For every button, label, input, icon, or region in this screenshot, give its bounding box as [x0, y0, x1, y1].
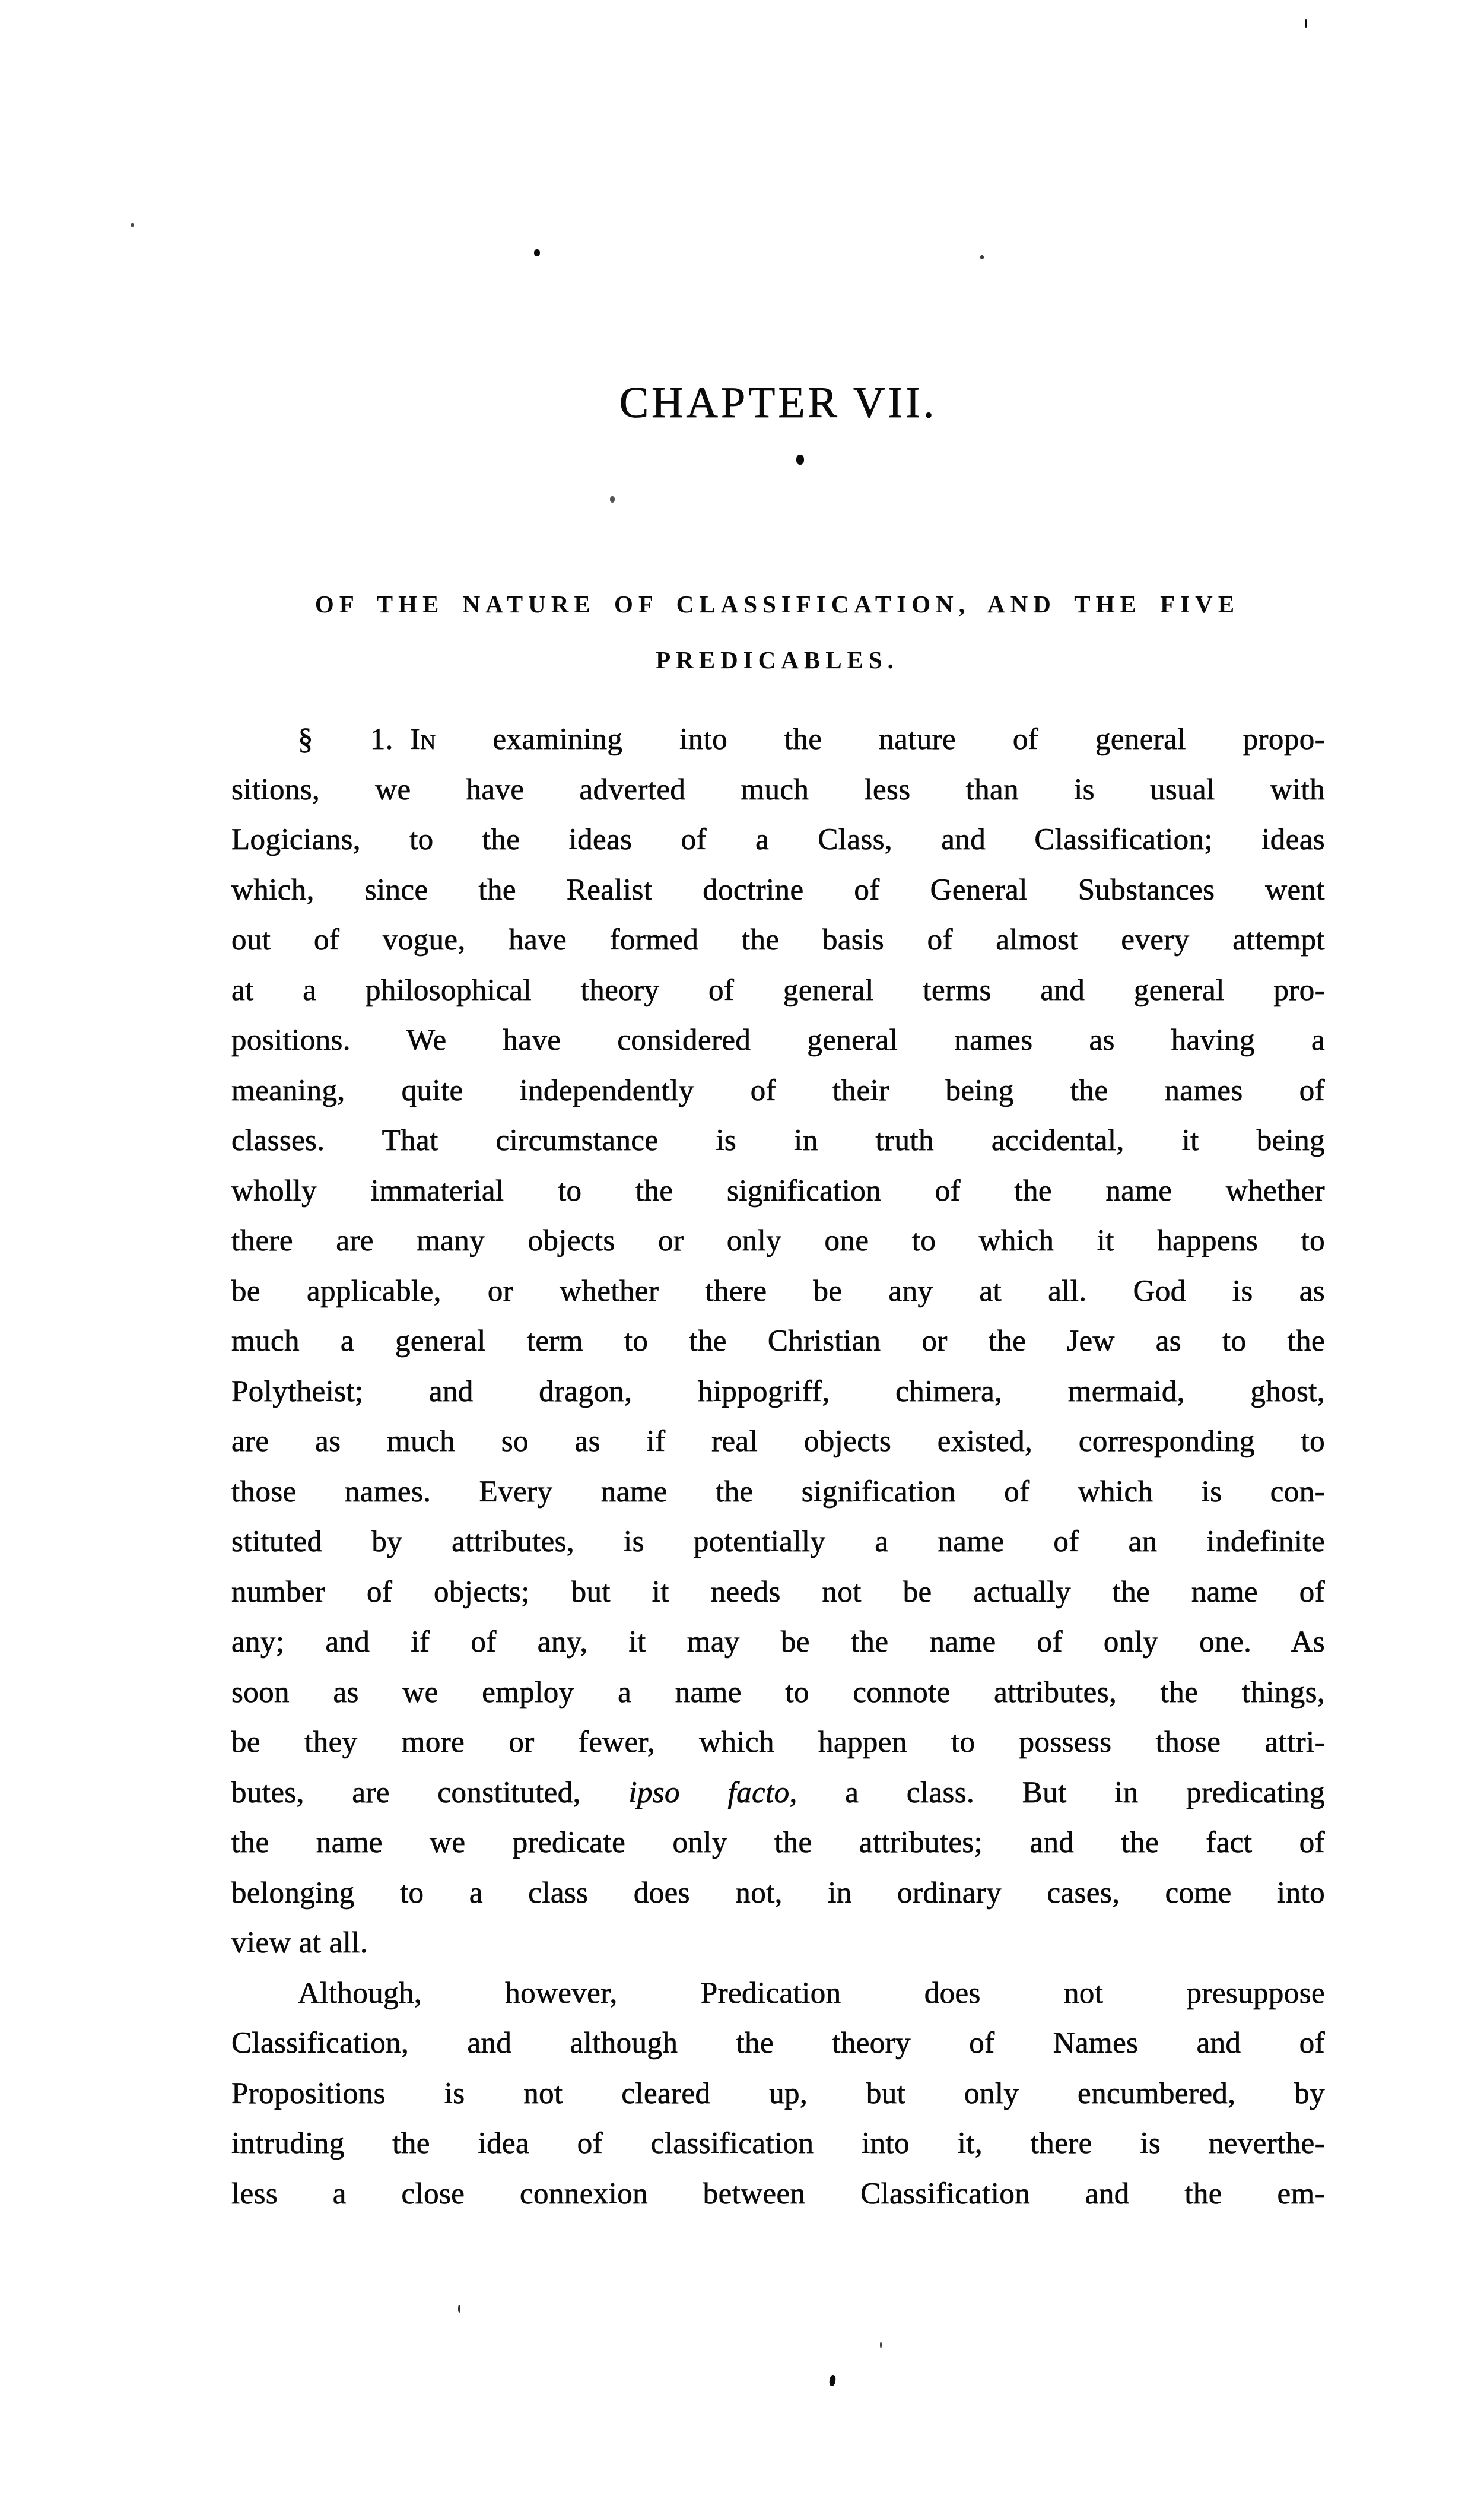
text-line: be applicable, or whether there be any at all. God is as — [231, 1274, 1325, 1308]
text-line — [231, 1768, 1325, 1818]
scan-speck — [534, 249, 540, 256]
text-line: the name we predicate only the attributes; and the fact of — [231, 1826, 1325, 1859]
text-line: view at all. — [231, 1926, 368, 1960]
text-line: positions. We have considered general names as having a — [231, 1024, 1325, 1057]
scan-speck — [1305, 19, 1307, 28]
text-line: Although, however, Predication does not presuppose — [298, 1976, 1325, 2010]
text-line: intruding the idea of classification into it, there is neverthe- — [231, 2127, 1325, 2160]
chapter-subtitle-line2: PREDICABLES. — [656, 646, 899, 674]
text-line: meaning, quite independently of their being the names of — [231, 1074, 1325, 1107]
text-line: soon as we employ a name to connote attributes, the things, — [231, 1675, 1325, 1709]
line-text: butes, are constituted, — [231, 1776, 629, 1809]
text-line: Polytheist; and dragon, hippogriff, chimera, mermaid, ghost, — [231, 1374, 1325, 1408]
italic-phrase: ipso facto — [628, 1776, 790, 1809]
text-line: stituted by attributes, is potentially a name of an indefinite — [231, 1525, 1325, 1558]
text-line: number of objects; but it needs not be actually the name of — [231, 1575, 1325, 1609]
chapter-subtitle-line1: OF THE NATURE OF CLASSIFICATION, AND THE FIVE — [314, 590, 1240, 618]
chapter-heading: CHAPTER VII. — [619, 379, 938, 427]
smallcaps-word: In — [409, 723, 436, 756]
text-line: Classification, and although the theory of Names and of — [231, 2027, 1325, 2060]
text-line: Propositions is not cleared up, but only encumbered, by — [231, 2076, 1325, 2110]
text-line: be they more or fewer, which happen to possess those attri- — [231, 1726, 1325, 1759]
text-line: those names. Every name the signification of which is con- — [231, 1475, 1325, 1509]
scan-speck — [829, 2374, 837, 2386]
text-line: sitions, we have adverted much less than is usual with — [231, 773, 1325, 806]
text-line: wholly immaterial to the signification of the name whether — [231, 1174, 1325, 1208]
section-mark: § 1. — [298, 723, 393, 756]
text-line: less a close connexion between Classification and the em- — [231, 2177, 1325, 2211]
text-line: there are many objects or only one to which it happens to — [231, 1224, 1325, 1257]
body-text — [231, 714, 1325, 2219]
line-text: , a class. But in predicating — [789, 1776, 1325, 1809]
text-line: out of vogue, have formed the basis of almost every attempt — [231, 923, 1325, 957]
text-line: classes. That circumstance is in truth accidental, it being — [231, 1124, 1325, 1157]
scan-speck — [610, 496, 615, 503]
text-line: any; and if of any, it may be the name of only one. As — [231, 1625, 1325, 1659]
scan-speck — [131, 223, 134, 227]
line-text: examining into the nature of general propo- — [492, 723, 1326, 756]
scan-speck — [458, 2305, 460, 2313]
text-line: at a philosophical theory of general terms and general pro- — [231, 973, 1325, 1007]
text-line: Logicians, to the ideas of a Class, and Classification; ideas — [231, 823, 1325, 856]
text-line — [231, 714, 1325, 765]
text-line: belonging to a class does not, in ordinary cases, come into — [231, 1876, 1325, 1910]
text-line: are as much so as if real objects existed, corresponding to — [231, 1425, 1325, 1458]
scan-speck — [980, 255, 984, 259]
text-line: which, since the Realist doctrine of General Substances went — [231, 873, 1325, 907]
text-line: much a general term to the Christian or the Jew as to the — [231, 1325, 1325, 1358]
scan-speck — [796, 455, 804, 465]
scan-speck — [880, 2342, 882, 2348]
